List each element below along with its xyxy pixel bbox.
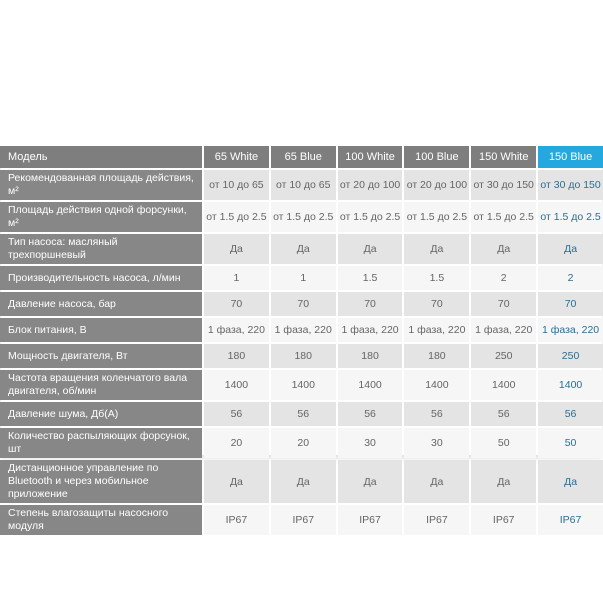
- column-header-100-white: 100 White: [338, 146, 403, 168]
- spec-value-cell: IP67: [271, 505, 336, 535]
- spec-value-cell: 1400: [404, 370, 469, 400]
- spec-value-cell: Да: [338, 234, 403, 264]
- spec-row-label: Тип насоса: масляный трехпоршневый: [0, 234, 202, 264]
- spec-value-cell: 70: [271, 292, 336, 316]
- spec-row: [0, 460, 603, 503]
- spec-value-cell: IP67: [204, 505, 269, 535]
- spec-row: [0, 170, 603, 200]
- spec-value-cell: 180: [338, 344, 403, 368]
- spec-row-label: Давление шума, Дб(А): [0, 402, 202, 426]
- spec-value-cell: 70: [538, 292, 603, 316]
- spec-value-cell: 1400: [204, 370, 269, 400]
- spec-value-cell: 20: [271, 428, 336, 458]
- spec-value-cell: от 1.5 до 2.5: [338, 202, 403, 232]
- spec-value-cell: 1 фаза, 220: [338, 318, 403, 342]
- header-row: [0, 146, 603, 168]
- spec-value-cell: 1 фаза, 220: [404, 318, 469, 342]
- spec-value-cell: 1 фаза, 220: [271, 318, 336, 342]
- spec-row: [0, 266, 603, 290]
- spec-value-cell: Да: [271, 460, 336, 503]
- spec-value-cell: 56: [338, 402, 403, 426]
- spec-value-cell: 1.5: [404, 266, 469, 290]
- spec-value-cell: 1: [271, 266, 336, 290]
- spec-value-cell: от 20 до 100: [338, 170, 403, 200]
- spec-value-cell: 70: [404, 292, 469, 316]
- spec-value-cell: IP67: [404, 505, 469, 535]
- spec-value-cell: 70: [338, 292, 403, 316]
- spec-value-cell: от 30 до 150: [538, 170, 603, 200]
- spec-value-cell: от 20 до 100: [404, 170, 469, 200]
- spec-value-cell: Да: [404, 234, 469, 264]
- spec-value-cell: Да: [471, 234, 536, 264]
- column-header-150-white: 150 White: [471, 146, 536, 168]
- spec-row-label: Рекомендованная площадь действия, м²: [0, 170, 202, 200]
- spec-value-cell: от 1.5 до 2.5: [538, 202, 603, 232]
- spec-value-cell: 56: [271, 402, 336, 426]
- spec-value-cell: 250: [471, 344, 536, 368]
- spec-value-cell: 1400: [271, 370, 336, 400]
- spec-value-cell: 30: [404, 428, 469, 458]
- spec-row-label: Дистанционное управление по Bluetooth и через мобильное приложение: [0, 460, 202, 503]
- spec-row-label: Производительность насоса, л/мин: [0, 266, 202, 290]
- spec-value-cell: IP67: [471, 505, 536, 535]
- column-header-65-white: 65 White: [204, 146, 269, 168]
- spec-value-cell: Да: [338, 460, 403, 503]
- spec-value-cell: 1 фаза, 220: [471, 318, 536, 342]
- spec-row-label: Степень влагозащиты насосного модуля: [0, 505, 202, 535]
- spec-value-cell: от 1.5 до 2.5: [271, 202, 336, 232]
- spec-row: [0, 370, 603, 400]
- spec-row-label: Частота вращения коленчатого вала двигателя, об/мин: [0, 370, 202, 400]
- spec-row: [0, 292, 603, 316]
- spec-value-cell: от 10 до 65: [271, 170, 336, 200]
- spec-value-cell: 20: [204, 428, 269, 458]
- spec-value-cell: 250: [538, 344, 603, 368]
- spec-comparison-table: [0, 144, 603, 537]
- spec-value-cell: Да: [204, 234, 269, 264]
- spec-row-label: Количество распыляющих форсунок, шт: [0, 428, 202, 458]
- spec-value-cell: от 1.5 до 2.5: [404, 202, 469, 232]
- column-header-150-blue: 150 Blue: [538, 146, 603, 168]
- spec-value-cell: Да: [538, 234, 603, 264]
- spec-value-cell: Да: [471, 460, 536, 503]
- column-header-100-blue: 100 Blue: [404, 146, 469, 168]
- spec-value-cell: 56: [404, 402, 469, 426]
- spec-row: [0, 318, 603, 342]
- spec-row-label: Площадь действия одной форсунки, м²: [0, 202, 202, 232]
- spec-row: [0, 402, 603, 426]
- spec-row-label: Давление насоса, бар: [0, 292, 202, 316]
- spec-value-cell: от 1.5 до 2.5: [204, 202, 269, 232]
- spec-value-cell: Да: [538, 460, 603, 503]
- spec-value-cell: 70: [204, 292, 269, 316]
- spec-value-cell: 2: [538, 266, 603, 290]
- spec-value-cell: 1: [204, 266, 269, 290]
- spec-value-cell: 56: [204, 402, 269, 426]
- model-header-cell: Модель: [0, 146, 202, 168]
- spec-value-cell: 56: [471, 402, 536, 426]
- spec-value-cell: 180: [204, 344, 269, 368]
- spec-value-cell: 180: [271, 344, 336, 368]
- spec-value-cell: 50: [471, 428, 536, 458]
- spec-value-cell: 70: [471, 292, 536, 316]
- spec-value-cell: 1400: [471, 370, 536, 400]
- spec-value-cell: 1 фаза, 220: [538, 318, 603, 342]
- spec-value-cell: IP67: [538, 505, 603, 535]
- spec-value-cell: 30: [338, 428, 403, 458]
- spec-value-cell: 1 фаза, 220: [204, 318, 269, 342]
- spec-value-cell: IP67: [338, 505, 403, 535]
- spec-value-cell: 50: [538, 428, 603, 458]
- spec-row: [0, 234, 603, 264]
- spec-value-cell: от 1.5 до 2.5: [471, 202, 536, 232]
- spec-value-cell: Да: [404, 460, 469, 503]
- spec-row: [0, 202, 603, 232]
- spec-row: [0, 505, 603, 535]
- spec-value-cell: 1400: [338, 370, 403, 400]
- spec-row-label: Мощность двигателя, Вт: [0, 344, 202, 368]
- spec-value-cell: от 10 до 65: [204, 170, 269, 200]
- spec-value-cell: 1400: [538, 370, 603, 400]
- spec-row: [0, 428, 603, 458]
- spec-value-cell: 180: [404, 344, 469, 368]
- spec-value-cell: Да: [204, 460, 269, 503]
- spec-value-cell: от 30 до 150: [471, 170, 536, 200]
- spec-row: [0, 344, 603, 368]
- spec-value-cell: 2: [471, 266, 536, 290]
- column-header-65-blue: 65 Blue: [271, 146, 336, 168]
- spec-value-cell: Да: [271, 234, 336, 264]
- spec-row-label: Блок питания, В: [0, 318, 202, 342]
- spec-value-cell: 1.5: [338, 266, 403, 290]
- spec-value-cell: 56: [538, 402, 603, 426]
